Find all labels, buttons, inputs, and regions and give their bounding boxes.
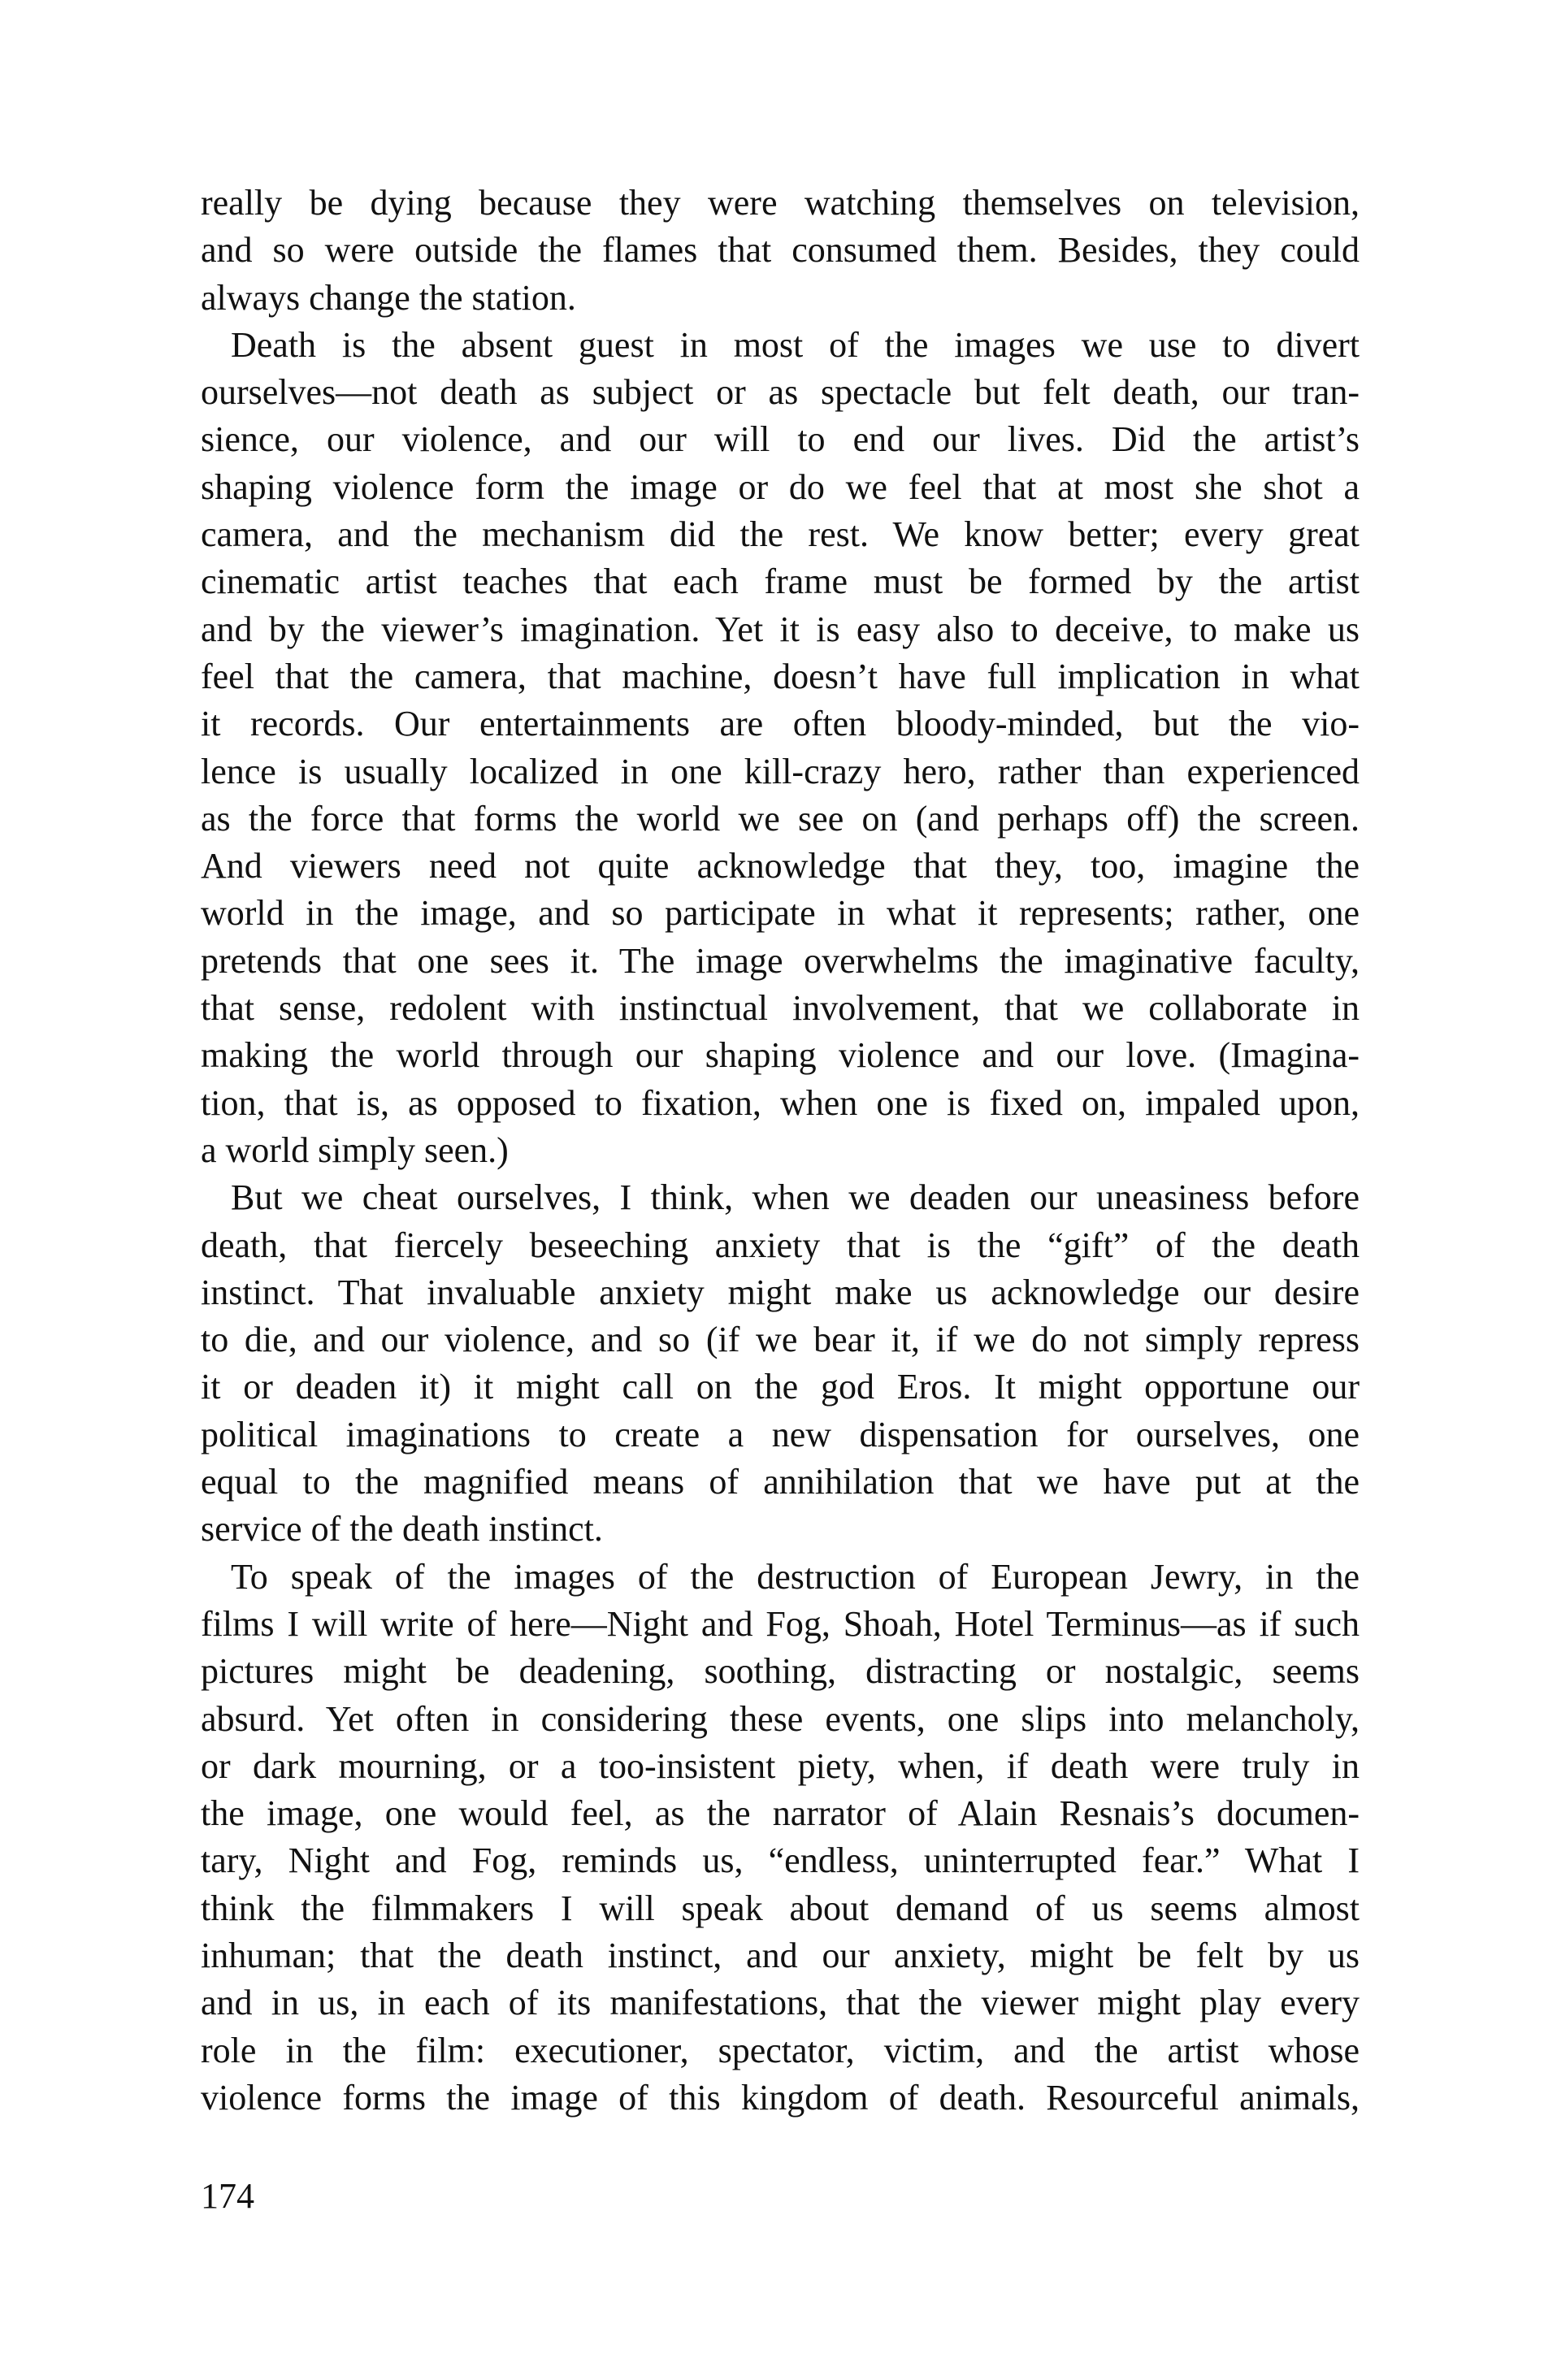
- text-line: and in us, in each of its manifestations, that the viewer might play every: [201, 1983, 1360, 2023]
- text-line: equal to the magnified means of annihilation that we have put at the: [201, 1462, 1360, 1502]
- text-line: ourselves—not death as subject or as spectacle but felt death, our tran-: [201, 372, 1360, 413]
- text-line: political imaginations to create a new dispensation for ourselves, one: [201, 1414, 1360, 1454]
- body-text: [201, 180, 1360, 2122]
- page-number: 174: [201, 2176, 254, 2216]
- text-line: always change the station.: [201, 277, 576, 318]
- text-line: cinematic artist teaches that each frame must be formed by the artist: [201, 561, 1360, 602]
- paragraph-start-line: But we cheat ourselves, I think, when we deaden our uneasiness before: [231, 1177, 1360, 1218]
- text-line: that sense, redolent with instinctual involvement, that we collaborate in: [201, 988, 1360, 1029]
- text-line: service of the death instinct.: [201, 1509, 603, 1550]
- text-line: And viewers need not quite acknowledge that they, too, imagine the: [201, 846, 1360, 887]
- text-line: instinct. That invaluable anxiety might make us acknowledge our desire: [201, 1272, 1360, 1312]
- text-line: think the filmmakers I will speak about demand of us seems almost: [201, 1888, 1360, 1928]
- text-line: feel that the camera, that machine, doesn’t have full implication in what: [201, 656, 1360, 696]
- text-line: tary, Night and Fog, reminds us, “endless, uninterrupted fear.” What I: [201, 1840, 1360, 1881]
- text-line: making the world through our shaping violence and our love. (Imagina-: [201, 1035, 1360, 1076]
- text-line: camera, and the mechanism did the rest. We know better; every great: [201, 514, 1360, 555]
- text-line: or dark mourning, or a too-insistent piety, when, if death were truly in: [201, 1745, 1360, 1786]
- text-line: films I will write of here—Night and Fog, Shoah, Hotel Terminus—as if such: [201, 1603, 1360, 1644]
- text-line: shaping violence form the image or do we feel that at most she shot a: [201, 466, 1360, 507]
- text-line: violence forms the image of this kingdom of death. Resourceful animals,: [201, 2077, 1360, 2118]
- text-line: lence is usually localized in one kill-crazy hero, rather than experienced: [201, 751, 1360, 791]
- text-line: tion, that is, as opposed to fixation, when one is fixed on, impaled upon,: [201, 1082, 1360, 1123]
- text-line: pretends that one sees it. The image overwhelms the imaginative faculty,: [201, 940, 1360, 981]
- text-line: sience, our violence, and our will to end our lives. Did the artist’s: [201, 419, 1360, 460]
- paragraph-start-line: Death is the absent guest in most of the images we use to divert: [231, 324, 1360, 365]
- text-line: a world simply seen.): [201, 1129, 509, 1170]
- text-line: as the force that forms the world we see on (and perhaps off) the screen.: [201, 798, 1360, 839]
- text-line: it or deaden it) it might call on the god Eros. It might opportune our: [201, 1367, 1360, 1407]
- text-line: it records. Our entertainments are often bloody-minded, but the vio-: [201, 704, 1360, 744]
- text-line: and so were outside the flames that consumed them. Besides, they could: [201, 230, 1360, 271]
- text-line: role in the film: executioner, spectator, victim, and the artist whose: [201, 2030, 1360, 2070]
- text-line: inhuman; that the death instinct, and our anxiety, might be felt by us: [201, 1935, 1360, 1975]
- text-line: pictures might be deadening, soothing, distracting or nostalgic, seems: [201, 1651, 1360, 1692]
- paragraph-start-line: To speak of the images of the destruction of European Jewry, in the: [231, 1556, 1360, 1597]
- text-line: death, that fiercely beseeching anxiety that is the “gift” of the death: [201, 1225, 1360, 1265]
- text-line: the image, one would feel, as the narrator of Alain Resnais’s documen-: [201, 1793, 1360, 1834]
- text-line: to die, and our violence, and so (if we bear it, if we do not simply repress: [201, 1320, 1360, 1360]
- text-line: really be dying because they were watching themselves on television,: [201, 183, 1360, 223]
- text-line: and by the viewer’s imagination. Yet it is easy also to deceive, to make us: [201, 609, 1360, 649]
- text-line: world in the image, and so participate in what it represents; rather, one: [201, 893, 1360, 934]
- text-line: absurd. Yet often in considering these events, one slips into melancholy,: [201, 1698, 1360, 1739]
